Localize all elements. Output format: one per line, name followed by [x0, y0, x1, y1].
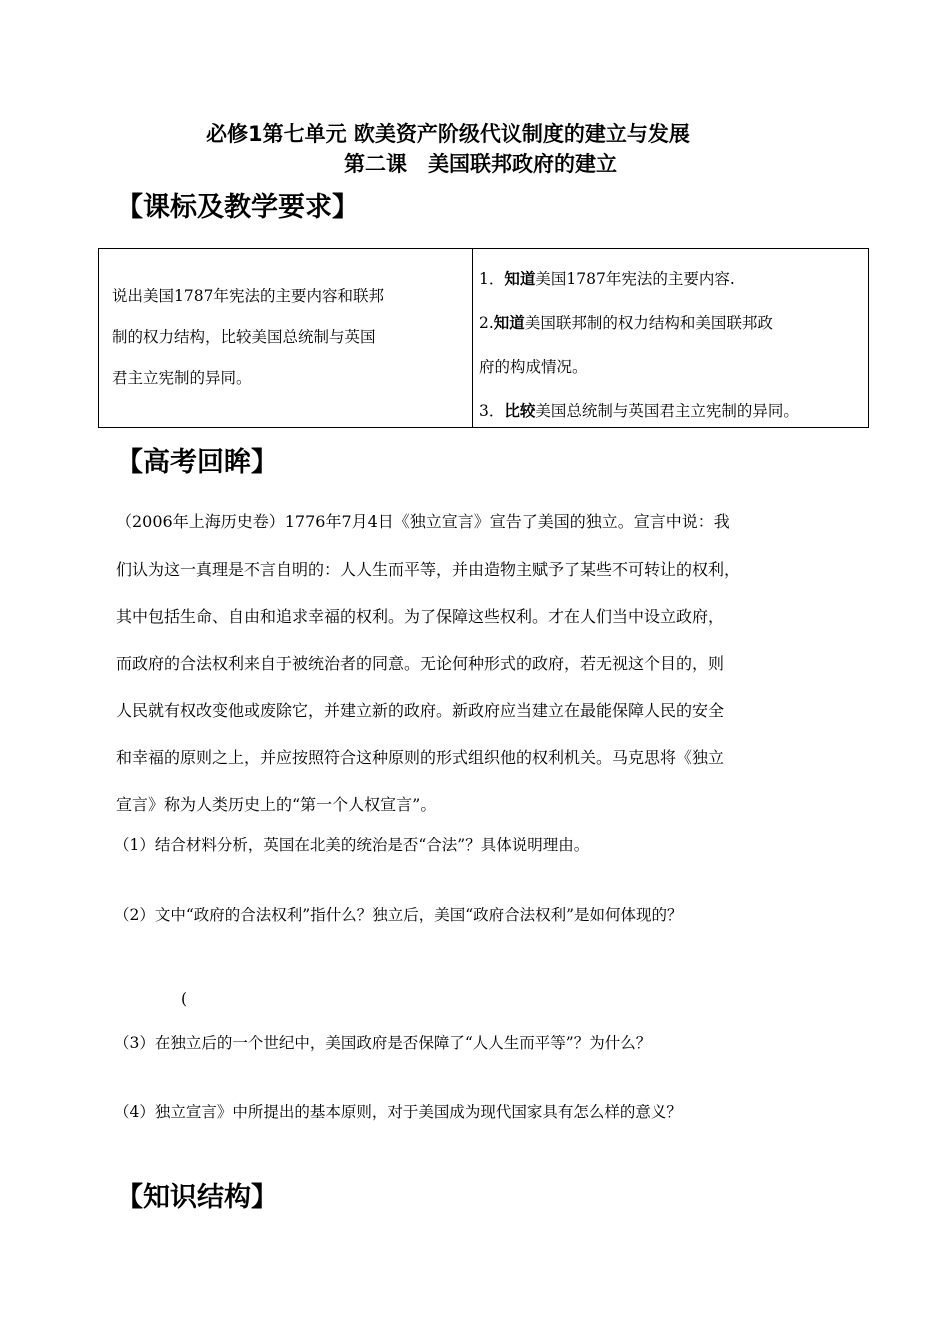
question-2: （2）文中“政府的合法权利”指什么？独立后，美国“政府合法权利”是如何体现的？ [114, 906, 683, 924]
requirements-table [98, 248, 869, 428]
requirements-standard-cell [99, 249, 473, 427]
requirements-items-cell [473, 249, 868, 427]
passage-line: 人民就有权改变他或废除它，并建立新的政府。新政府应当建立在最能保障人民的安全 [116, 701, 725, 720]
lesson-title: 第二课 美国联邦政府的建立 [344, 152, 617, 176]
passage-line: （2006年上海历史卷）1776年7月4日《独立宣言》宣告了美国的独立。宣言中说：我 [116, 512, 730, 531]
requirement-item: 1．知道美国1787年宪法的主要内容. [479, 270, 735, 288]
section-requirements-heading: 【课标及教学要求】 [116, 192, 359, 223]
question-4: （4）独立宣言》中所提出的基本原则，对于美国成为现代国家具有怎么样的意义？ [114, 1103, 682, 1121]
document-title: 必修1第七单元 欧美资产阶级代议制度的建立与发展 [206, 122, 690, 146]
question-1: （1）结合材料分析，英国在北美的统治是否“合法”？具体说明理由。 [114, 836, 590, 854]
passage-line: 宣言》称为人类历史上的“第一个人权宣言”。 [116, 795, 437, 814]
question-3: （3）在独立后的一个世纪中，美国政府是否保障了“人人生而平等”？为什么？ [114, 1034, 652, 1052]
requirement-item: 3．比较美国总统制与英国君主立宪制的异同。 [479, 402, 799, 420]
standard-line: 制的权力结构，比较美国总统制与英国 [112, 328, 376, 346]
stray-parenthesis: ( [181, 990, 188, 1008]
passage-line: 们认为这一真理是不言自明的：人人生而平等，并由造物主赋予了某些不可转让的权利， [116, 560, 741, 579]
standard-line: 说出美国1787年宪法的主要内容和联邦 [112, 287, 384, 305]
passage-line: 和幸福的原则之上，并应按照符合这种原则的形式组织他的权利机关。马克思将《独立 [116, 748, 725, 767]
passage-line: 而政府的合法权利来自于被统治者的同意。无论何种形式的政府，若无视这个目的，则 [116, 654, 725, 673]
requirement-item: 2.知道美国联邦制的权力结构和美国联邦政 [479, 314, 773, 332]
section-exam-review-heading: 【高考回眸】 [116, 447, 278, 478]
standard-line: 君主立宪制的异同。 [112, 369, 252, 387]
passage-line: 其中包括生命、自由和追求幸福的权利。为了保障这些权利。才在人们当中设立政府， [116, 607, 725, 626]
requirement-item-continuation: 府的构成情况。 [479, 358, 588, 376]
section-knowledge-heading: 【知识结构】 [116, 1182, 278, 1213]
